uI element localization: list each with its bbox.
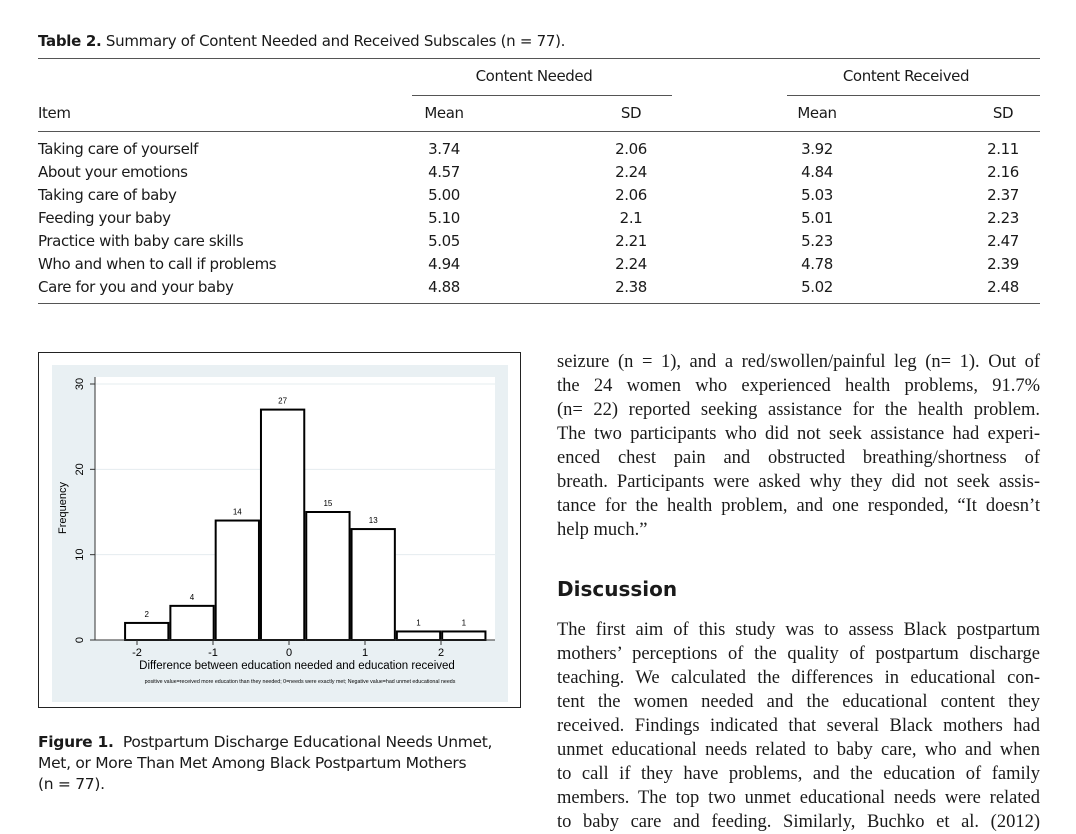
table-cell-value: 4.78 [801,255,833,273]
text-line: breath. Participants were asked why they did not seek assis- [557,472,1040,492]
table-caption-text: Summary of Content Needed and Received Subscales (n = 77). [105,32,566,50]
table-cell-value: 2.37 [987,186,1019,204]
x-axis-label: Difference between education needed and education received [139,660,455,672]
table-cell-value: 5.05 [428,232,460,250]
table-cell-item: About your emotions [38,163,188,181]
group-rule-received [787,95,1040,96]
table-top-rule [38,58,1040,59]
x-tick-label: -1 [208,647,218,659]
y-tick-label: 10 [74,548,86,561]
table-cell-value: 5.00 [428,186,460,204]
table-cell-value: 5.10 [428,209,460,227]
table-cell-item: Taking care of yourself [38,140,199,158]
table-cell-value: 5.23 [801,232,833,250]
column-header-received-mean: Mean [797,104,837,122]
x-tick-label: 0 [285,647,293,659]
y-tick-label: 0 [74,636,86,644]
bar-data-label: 2 [144,609,149,619]
text-line: (n= 22) reported seeking assistance for the health problem. [557,400,1040,420]
table-cell-item: Feeding your baby [38,209,171,227]
table-bottom-rule [38,303,1040,304]
table-cell-value: 2.23 [987,209,1019,227]
histogram-bar [442,631,485,640]
x-axis-note: positive value=received more education than they needed; 0=needs were exactly met; Negative value=had unmet educational needs [144,679,456,685]
y-tick-label: 20 [74,463,86,476]
table-cell-value: 4.94 [428,255,460,273]
histogram-bar [306,512,349,640]
y-axis-label: Frequency [57,482,69,534]
figure-caption-line: Met, or More Than Met Among Black Postpartum Mothers [38,754,467,772]
table-cell-value: 4.57 [428,163,460,181]
table-cell-value: 2.06 [615,140,647,158]
figure-caption-line: Postpartum Discharge Educational Needs Unmet, [122,733,493,751]
bar-data-label: 27 [278,396,288,406]
text-line: tance for the health problem, and one responded, “It doesn’t [557,496,1040,516]
table-cell-value: 2.21 [615,232,647,250]
text-line: seizure (n = 1), and a red/swollen/painful leg (n= 1). Out of [557,352,1040,372]
discussion-paragraph [557,618,1040,834]
table-cell-value: 5.01 [801,209,833,227]
table-cell-value: 2.16 [987,163,1019,181]
table-cell-value: 2.38 [615,278,647,296]
table-cell-value: 2.39 [987,255,1019,273]
group-header-received: Content Received [842,67,970,85]
table-cell-value: 2.24 [615,255,647,273]
histogram-bar [352,529,395,640]
bar-data-label: 14 [232,507,242,517]
histogram-bar [125,623,168,640]
bar-data-label: 1 [416,618,421,628]
table-cell-value: 2.48 [987,278,1019,296]
histogram-bar [170,606,213,640]
section-heading-discussion: Discussion [557,577,678,601]
text-line: teaching. We calculated the differences in educational con- [557,668,1040,688]
body-paragraph [557,350,1040,542]
text-line: members. The top two unmet educational needs were related [557,788,1040,808]
text-line: tent the women needed and the educational content they [557,692,1040,712]
bar-data-label: 15 [323,499,333,508]
text-line: mothers’ perceptions of the quality of postpartum discharge [557,644,1040,664]
column-header-needed-sd: SD [620,104,642,122]
table-cell-value: 5.03 [801,186,833,204]
table-cell-value: 2.06 [615,186,647,204]
histogram-bar [261,410,304,640]
table-header-rule [38,131,1040,132]
table-label: Table 2. [38,32,102,50]
x-tick-label: 2 [437,647,445,659]
bar-data-label: 13 [368,516,378,526]
column-header-item: Item [38,104,71,122]
table-cell-item: Taking care of baby [38,186,177,204]
column-header-needed-mean: Mean [424,104,464,122]
figure-label: Figure 1. [38,733,114,751]
text-line: the 24 women who experienced health problems, 91.7% [557,376,1040,396]
text-line: The two participants who did not seek assistance had experi- [557,424,1040,444]
table-cell-value: 2.1 [619,209,643,227]
table-cell-value: 4.88 [428,278,460,296]
table-cell-value: 2.47 [987,232,1019,250]
table-cell-value: 3.92 [801,140,833,158]
group-header-needed: Content Needed [475,67,593,85]
x-tick-label: -2 [132,647,142,659]
histogram-bar [216,521,259,640]
text-line: received. Findings indicated that several Black mothers had [557,716,1040,736]
bar-data-label: 4 [189,592,195,602]
histogram-bar [397,631,440,640]
table-cell-value: 2.24 [615,163,647,181]
text-line: unmet educational needs related to baby care, who and when [557,740,1040,760]
text-line: help much.” [557,520,648,540]
text-line: to baby care and feeding. Similarly, Buchko et al. (2012) [557,812,1040,832]
x-tick-label: 1 [361,647,369,659]
bar-data-label: 1 [461,618,467,628]
group-rule-needed [412,95,672,96]
text-line: to call if they have problems, and the education of family [557,764,1040,784]
table-cell-item: Who and when to call if problems [38,255,277,273]
table-cell-item: Care for you and your baby [38,278,234,296]
table-cell-item: Practice with baby care skills [38,232,244,250]
figure-caption-line: (n = 77). [38,775,105,793]
table-cell-value: 4.84 [801,163,833,181]
text-line: The first aim of this study was to assess Black postpartum [557,620,1040,640]
histogram-chart [52,365,508,702]
y-tick-label: 30 [74,377,86,391]
table-cell-value: 2.11 [987,140,1019,158]
figure-caption [38,732,508,795]
table-cell-value: 5.02 [801,278,833,296]
table-caption [38,32,565,50]
text-line: enced chest pain and obstructed breathing/shortness of [557,448,1040,468]
column-header-received-sd: SD [992,104,1014,122]
table-cell-value: 3.74 [428,140,460,158]
